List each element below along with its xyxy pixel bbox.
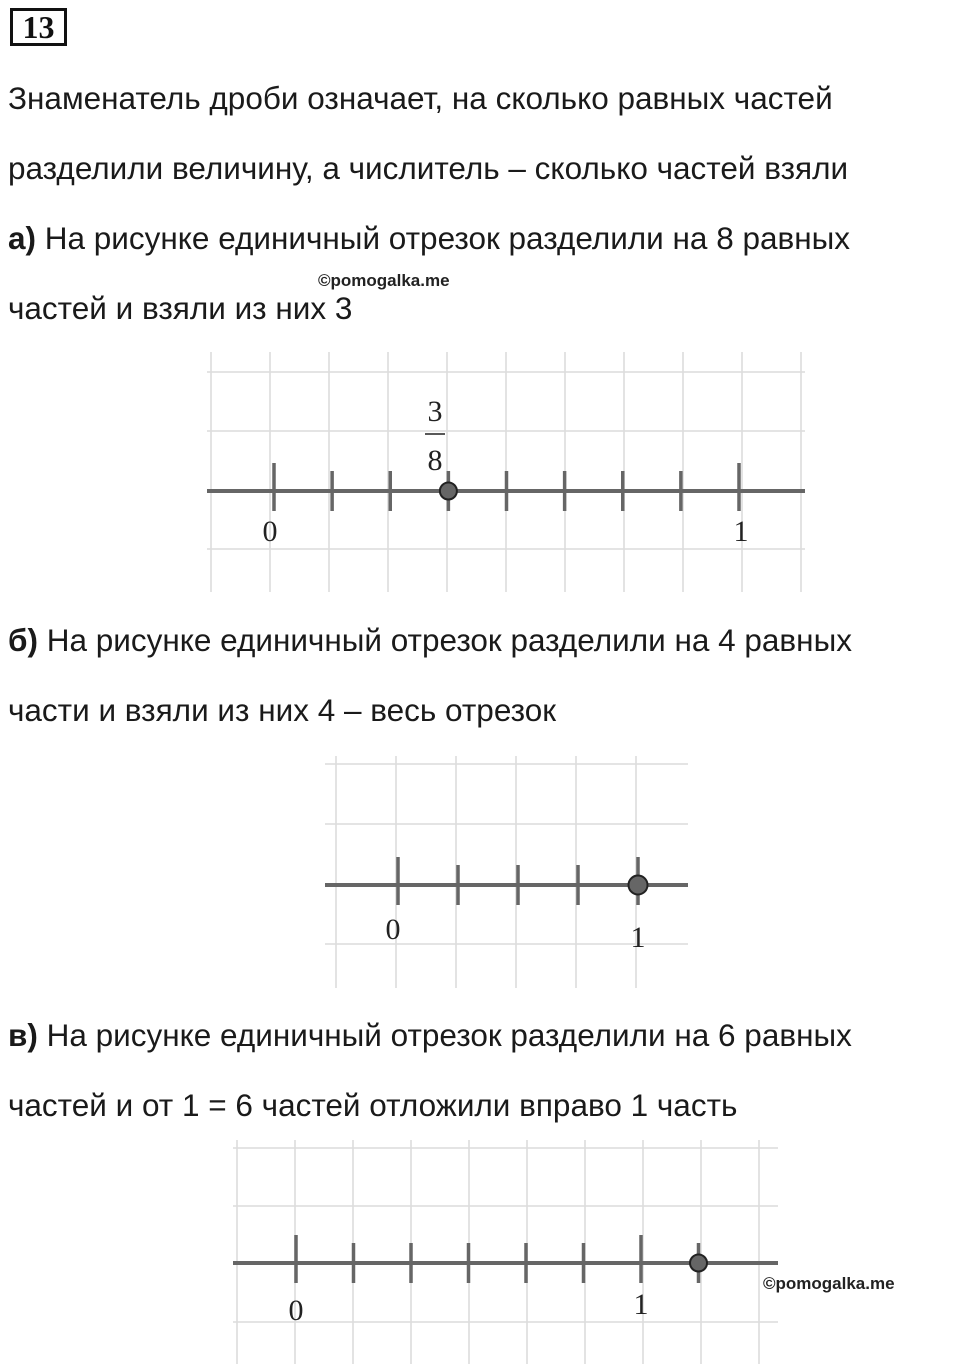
- intro-line-2: разделили величину, а числитель – сколько частей взяли: [8, 150, 849, 186]
- label-one-b: 1: [630, 921, 646, 954]
- part-v-marker: в): [8, 1017, 38, 1053]
- part-a-text-1: На рисунке единичный отрезок разделили на 8 равных: [36, 220, 851, 256]
- part-a-marker: а): [8, 220, 37, 256]
- part-b-text-1: На рисунке единичный отрезок разделили на 4 равных: [37, 622, 852, 658]
- task-number: 13: [10, 8, 67, 46]
- grid-v: [233, 1140, 778, 1364]
- part-b-marker: б): [8, 622, 38, 658]
- label-one-a: 1: [733, 515, 749, 548]
- watermark-bottom: ©pomogalka.me: [763, 1274, 895, 1293]
- point-v: [690, 1255, 707, 1272]
- label-one-v: 1: [633, 1288, 649, 1321]
- label-zero-b: 0: [385, 913, 401, 946]
- label-zero-a: 0: [262, 515, 278, 548]
- part-a-line-2: частей и взяли из них 3: [8, 290, 353, 326]
- part-b-line-2: части и взяли из них 4 – весь отрезок: [8, 692, 557, 728]
- fraction-numerator: 3: [427, 395, 443, 428]
- part-v-text-1: На рисунке единичный отрезок разделили на 6 равных: [37, 1017, 852, 1053]
- part-v-line-2: частей и от 1 = 6 частей отложили вправо 1 часть: [8, 1087, 738, 1123]
- label-zero-v: 0: [288, 1294, 304, 1327]
- watermark-top: ©pomogalka.me: [318, 271, 450, 290]
- intro-line-1: Знаменатель дроби означает, на сколько равных частей: [8, 80, 833, 116]
- fraction-denominator: 8: [427, 444, 443, 477]
